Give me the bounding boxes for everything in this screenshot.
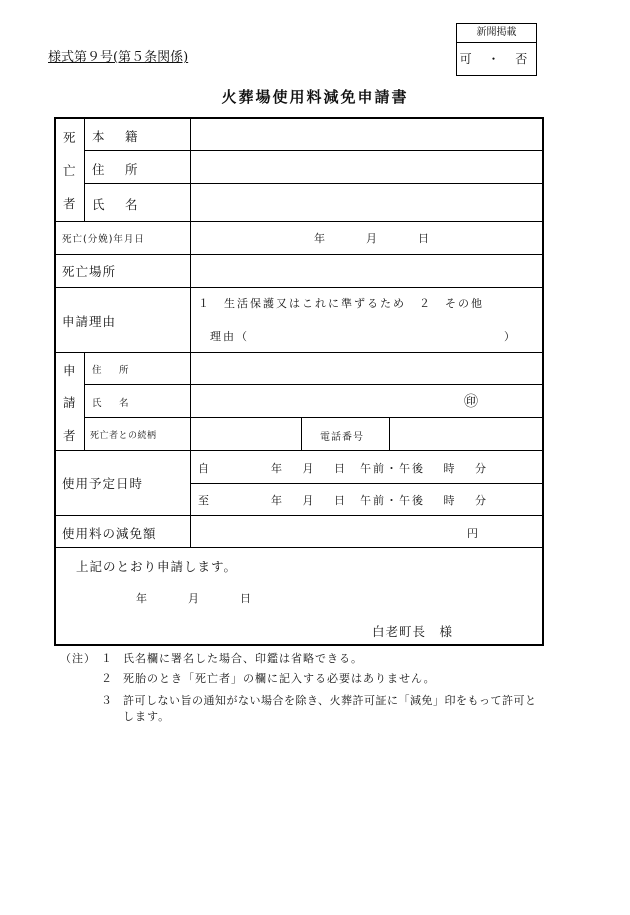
seal-mark: ㊞ <box>464 394 478 410</box>
deceased-name-label: 氏 名 <box>92 197 142 212</box>
schedule-label: 使用予定日時 <box>62 476 144 491</box>
note-number: ３ <box>101 694 113 707</box>
declaration-statement: 上記のとおり申請します。 <box>76 559 238 574</box>
domicile-field[interactable] <box>191 119 544 150</box>
applicant-name-field[interactable] <box>191 385 491 417</box>
note-text-continued: します。 <box>123 710 171 723</box>
note-number: ２ <box>101 672 113 685</box>
schedule-from-prefix: 自 <box>198 462 211 475</box>
divider <box>56 450 544 451</box>
relation-label: 死亡者との続柄 <box>90 431 157 441</box>
divider <box>56 287 544 288</box>
stamp-title: 新聞掲載 <box>457 24 536 43</box>
deceased-group-label: 死 <box>63 130 80 145</box>
notes-prefix: （注） <box>60 652 96 665</box>
reduction-amount-field[interactable] <box>191 516 461 547</box>
divider <box>84 352 85 450</box>
form-number: 様式第９号(第５条関係) <box>48 50 189 65</box>
schedule-from-datetime[interactable]: 年 月 日 午前・午後 時 分 <box>271 462 488 475</box>
deceased-group-label: 者 <box>63 196 80 211</box>
deceased-address-field[interactable] <box>191 151 544 183</box>
applicant-address-label: 住 所 <box>92 365 133 376</box>
application-form <box>54 117 544 646</box>
divider <box>56 547 544 548</box>
schedule-to-prefix: 至 <box>198 494 211 507</box>
deceased-group-label: 亡 <box>63 163 80 178</box>
applicant-group-label: 請 <box>63 395 80 410</box>
divider <box>56 221 544 222</box>
death-place-label: 死亡場所 <box>62 264 117 279</box>
deceased-address-label: 住 所 <box>92 162 142 177</box>
declaration-date[interactable]: 年 月 日 <box>136 592 253 605</box>
deceased-name-field[interactable] <box>191 184 544 221</box>
newspaper-stamp-box <box>456 23 537 76</box>
reduction-label: 使用料の減免額 <box>62 526 157 541</box>
reduction-unit: 円 <box>467 527 480 540</box>
divider <box>190 483 544 484</box>
phone-label: 電話番号 <box>320 432 364 443</box>
death-place-field[interactable] <box>191 255 544 287</box>
applicant-group-label: 申 <box>63 363 80 378</box>
note-text: 許可しない旨の通知がない場合を除き、火葬許可証に「減免」印をもって許可と <box>123 694 537 707</box>
note-text: 死胎のとき「死亡者」の欄に記入する必要はありません。 <box>123 672 436 685</box>
phone-field[interactable] <box>390 418 544 450</box>
schedule-to-datetime[interactable]: 年 月 日 午前・午後 時 分 <box>271 494 488 507</box>
reason-options[interactable]: １ 生活保護又はこれに準ずるため ２ その他 <box>198 297 484 310</box>
page-title: 火葬場使用料減免申請書 <box>221 88 409 106</box>
reason-detail-field[interactable] <box>256 325 496 345</box>
applicant-group-label: 者 <box>63 428 80 443</box>
relation-field[interactable] <box>191 418 301 450</box>
applicant-name-label: 氏 名 <box>92 398 133 409</box>
divider <box>84 119 85 221</box>
note-text: 氏名欄に署名した場合、印鑑は省略できる。 <box>123 652 363 665</box>
reason-detail-suffix: ） <box>504 330 517 343</box>
reason-detail-prefix: 理由（ <box>210 330 249 343</box>
death-date-label: 死亡(分娩)年月日 <box>62 234 145 245</box>
divider <box>301 417 302 450</box>
stamp-options[interactable]: 可 ・ 否 <box>459 52 534 66</box>
addressee: 白老町長 様 <box>372 624 454 639</box>
note-number: １ <box>101 652 113 665</box>
applicant-address-field[interactable] <box>191 353 544 384</box>
domicile-label: 本 籍 <box>92 129 142 144</box>
death-date-value[interactable]: 年 月 日 <box>314 232 431 245</box>
reason-label: 申請理由 <box>62 314 117 329</box>
